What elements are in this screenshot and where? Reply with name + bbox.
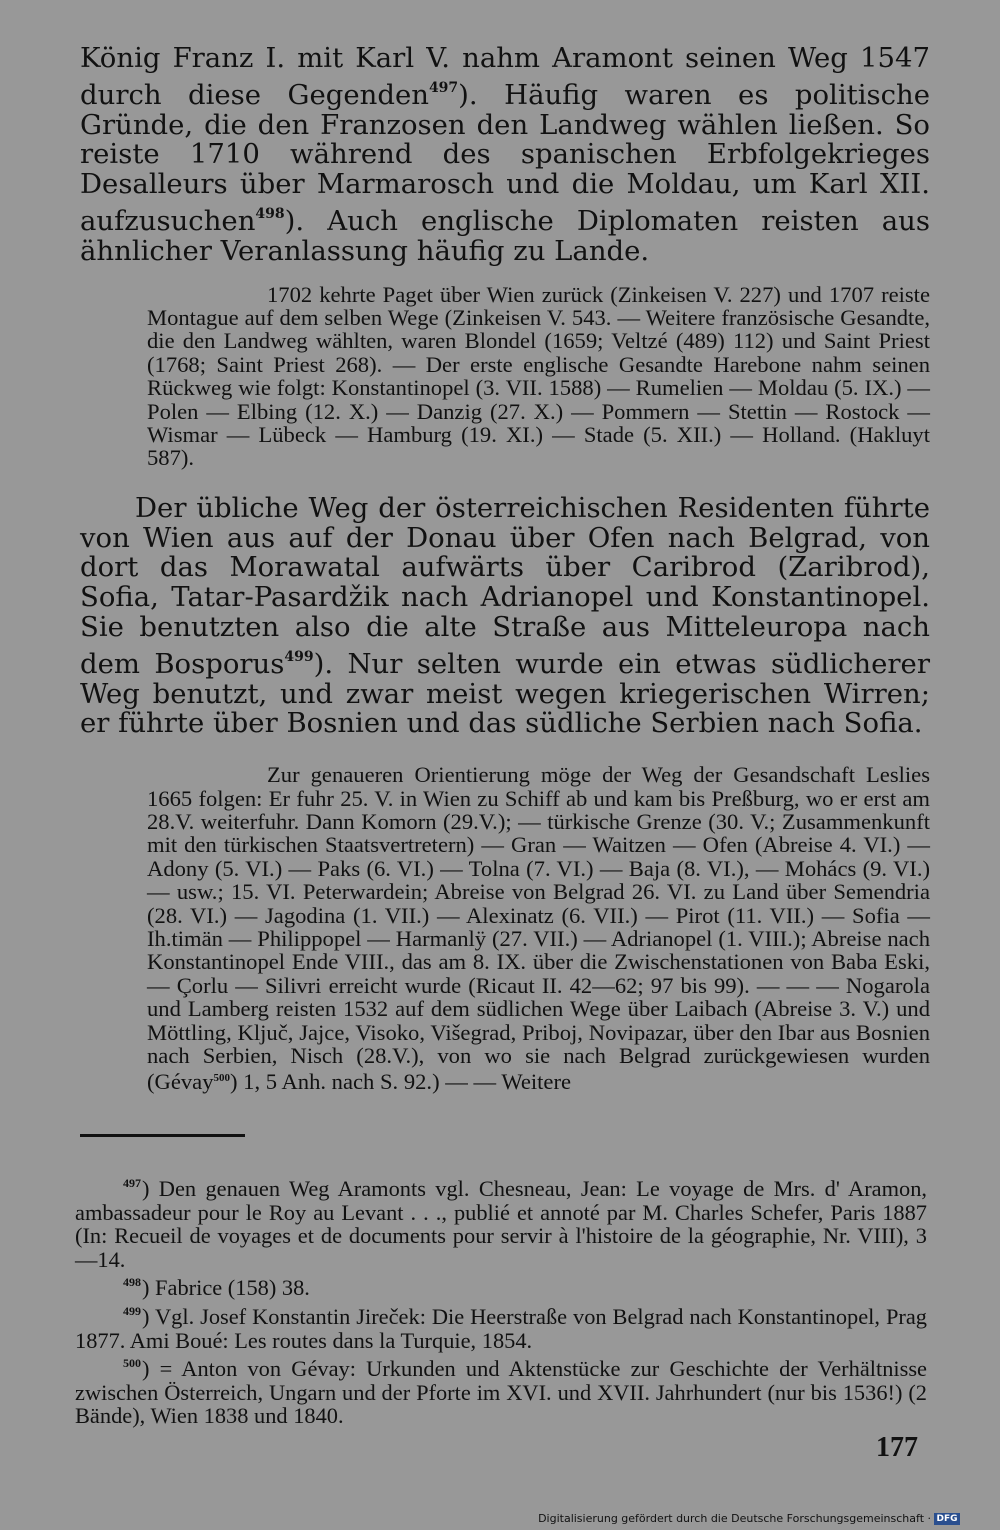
footnote-text: ) = Anton von Gévay: Urkunden und Aktenstücke zur Geschichte der Verhältnisse zwischen Österreich, Ungarn und der Pforte im XVI. und XVII. Jahrhundert (nur bis 1536!) (2 Bände), Wien 1838 und 1840. <box>75 1356 927 1429</box>
paragraph-text: ). Nur selten wurde ein etwas südlicherer Weg benutzt, und zwar meist wegen kriegerischen Wirren; er führte über Bosnien und das südliche Serbien nach Sofia. <box>80 647 930 740</box>
paragraph-residents <box>80 491 930 740</box>
footnote-ref: 499 <box>284 648 314 665</box>
footnote-text: ) Fabrice (158) 38. <box>142 1275 310 1301</box>
digitization-credit <box>538 1512 960 1525</box>
footnote-ref: 498 <box>255 205 285 222</box>
page-number: 177 <box>876 1432 918 1463</box>
footnote-number: 497 <box>123 1176 141 1190</box>
footnote <box>75 1271 927 1300</box>
footnote-number: 499 <box>123 1303 141 1318</box>
footnote <box>75 1172 927 1271</box>
paragraph-text: König Franz I. mit Karl V. nahm Aramont seinen Weg 1547 durch diese Gegenden <box>80 42 930 111</box>
footnote-ref: 500 <box>213 1072 230 1085</box>
paragraph-text: ). Häufig waren es politische Gründe, die den Franzosen den Landweg wählen ließen. So reiste 1710 während des spanischen Erbfolgekrieges Desalleurs über Marmarosch und die Moldau, um Karl XII. aufzusuchen <box>80 78 930 237</box>
credit-text: Digitalisierung gefördert durch die Deutsche Forschungsgemeinschaft · <box>538 1512 931 1525</box>
footnote-text: ) Den genauen Weg Aramonts vgl. Chesneau, Jean: Le voyage de Mrs. d' Aramon, ambassadeur pour le Roy au Levant . . ., publié et annoté par M. Charles Schefer, Paris 1887 (In: Recueil de voyages et de documents pour servir à l'histoire de la géographie, Nr. VIII), 3—14. <box>75 1176 927 1272</box>
footnotes <box>75 1172 927 1428</box>
footnote <box>75 1300 927 1352</box>
page-body <box>80 44 930 1094</box>
paragraph-text: ). Auch englische Diplomaten reisten aus ähnlicher Veranlassung häufig zu Lande. <box>80 204 930 267</box>
note-text: Zur genaueren Orientierung möge der Weg der Gesandschaft Leslies 1665 folgen: Er fuhr 25. V. in Wien zu Schiff ab und kam bis Preßburg, wo er erst am 28.V. weiterfuhr. Dann Komorn (29.V.); — türkische Grenze (30. V.; Zusammenkunft mit den türkischen Staatsvertretern) — Gran — Waitzen — Ofen (Abreise 4. VI.) — Adony (5. VI.) — Paks (6. VI.) — Tolna (7. VI.) — Baja (8. VI.), — Mohács (9. VI.) — usw.; 15. VI. Peterwardein; Abreise von Belgrad 26. VI. zu Land über Semendria (28. VI.) — Jagodina (1. VII.) — Alexinatz (6. VII.) — Pirot (11. VII.) — Sofia — Ih.timän — Philippopel — Harmanlÿ (27. VII.) — Adrianopel (1. VIII.); Abreise nach Konstantinopel Ende VIII., das am 8. IX. über die Zwischenstationen von Baba Eski, — Çorlu — Silivri erreicht wurde (Ricaut II. 42—62; 97 bis 99). — — — Nogarola und Lamberg reisten 1532 auf dem südlichen Wege über Laibach (Abreise 3. V.) und Möttling, Ključ, Jajce, Visoko, Višegrad, Priboj, Novipazar, über den Ibar aus Bosnien nach Serbien, Nisch (28.V.), von wo sie nach Belgrad zurückgewiesen wurden (Gévay <box>147 762 930 1095</box>
paragraph-aramont <box>80 44 930 267</box>
dfg-logo-icon: DFG <box>934 1513 960 1525</box>
footnote-divider <box>80 1134 245 1137</box>
paragraph-text: Der übliche Weg der österreichischen Residenten führte von Wien aus auf der Donau über Ofen nach Belgrad, von dort das Morawatal aufwärts über Caribrod (Zaribrod), Sofia, Tatar-Pasardžik nach Adrianopel und Konstantinopel. Sie benutzten also die alte Straße aus Mitteleuropa nach dem Bosporus <box>80 491 930 680</box>
footnote-ref: 497 <box>428 79 459 96</box>
footnote <box>75 1352 927 1428</box>
small-print-note-1: 1702 kehrte Paget über Wien zurück (Zinkeisen V. 227) und 1707 reiste Montague auf dem selben Wege (Zinkeisen V. 543. — Weitere französische Gesandte, die den Landweg wählten, waren Blondel (1659; Veltzé (489) 112) und Saint Priest (1768; Saint Priest 268). — Der erste englische Gesandte Harebone nahm seinen Rückweg wie folgt: Konstantinopel (3. VII. 1588) — Rumelien — Moldau (5. IX.) — Polen — Elbing (12. X.) — Danzig (27. X.) — Pommern — Stettin — Rostock — Wismar — Lübeck — Hamburg (19. XI.) — Stade (5. XII.) — Holland. (Hakluyt 587). <box>147 281 930 471</box>
footnote-number: 500 <box>123 1356 141 1371</box>
note-text: ) 1, 5 Anh. nach S. 92.) — — Weitere <box>230 1069 572 1095</box>
small-print-note-2 <box>80 763 930 1094</box>
footnote-number: 498 <box>123 1275 141 1290</box>
footnote-text: ) Vgl. Josef Konstantin Jireček: Die Heerstraße von Belgrad nach Konstantinopel, Prag 1877. Ami Boué: Les routes dans la Turquie, 1854. <box>75 1303 927 1353</box>
